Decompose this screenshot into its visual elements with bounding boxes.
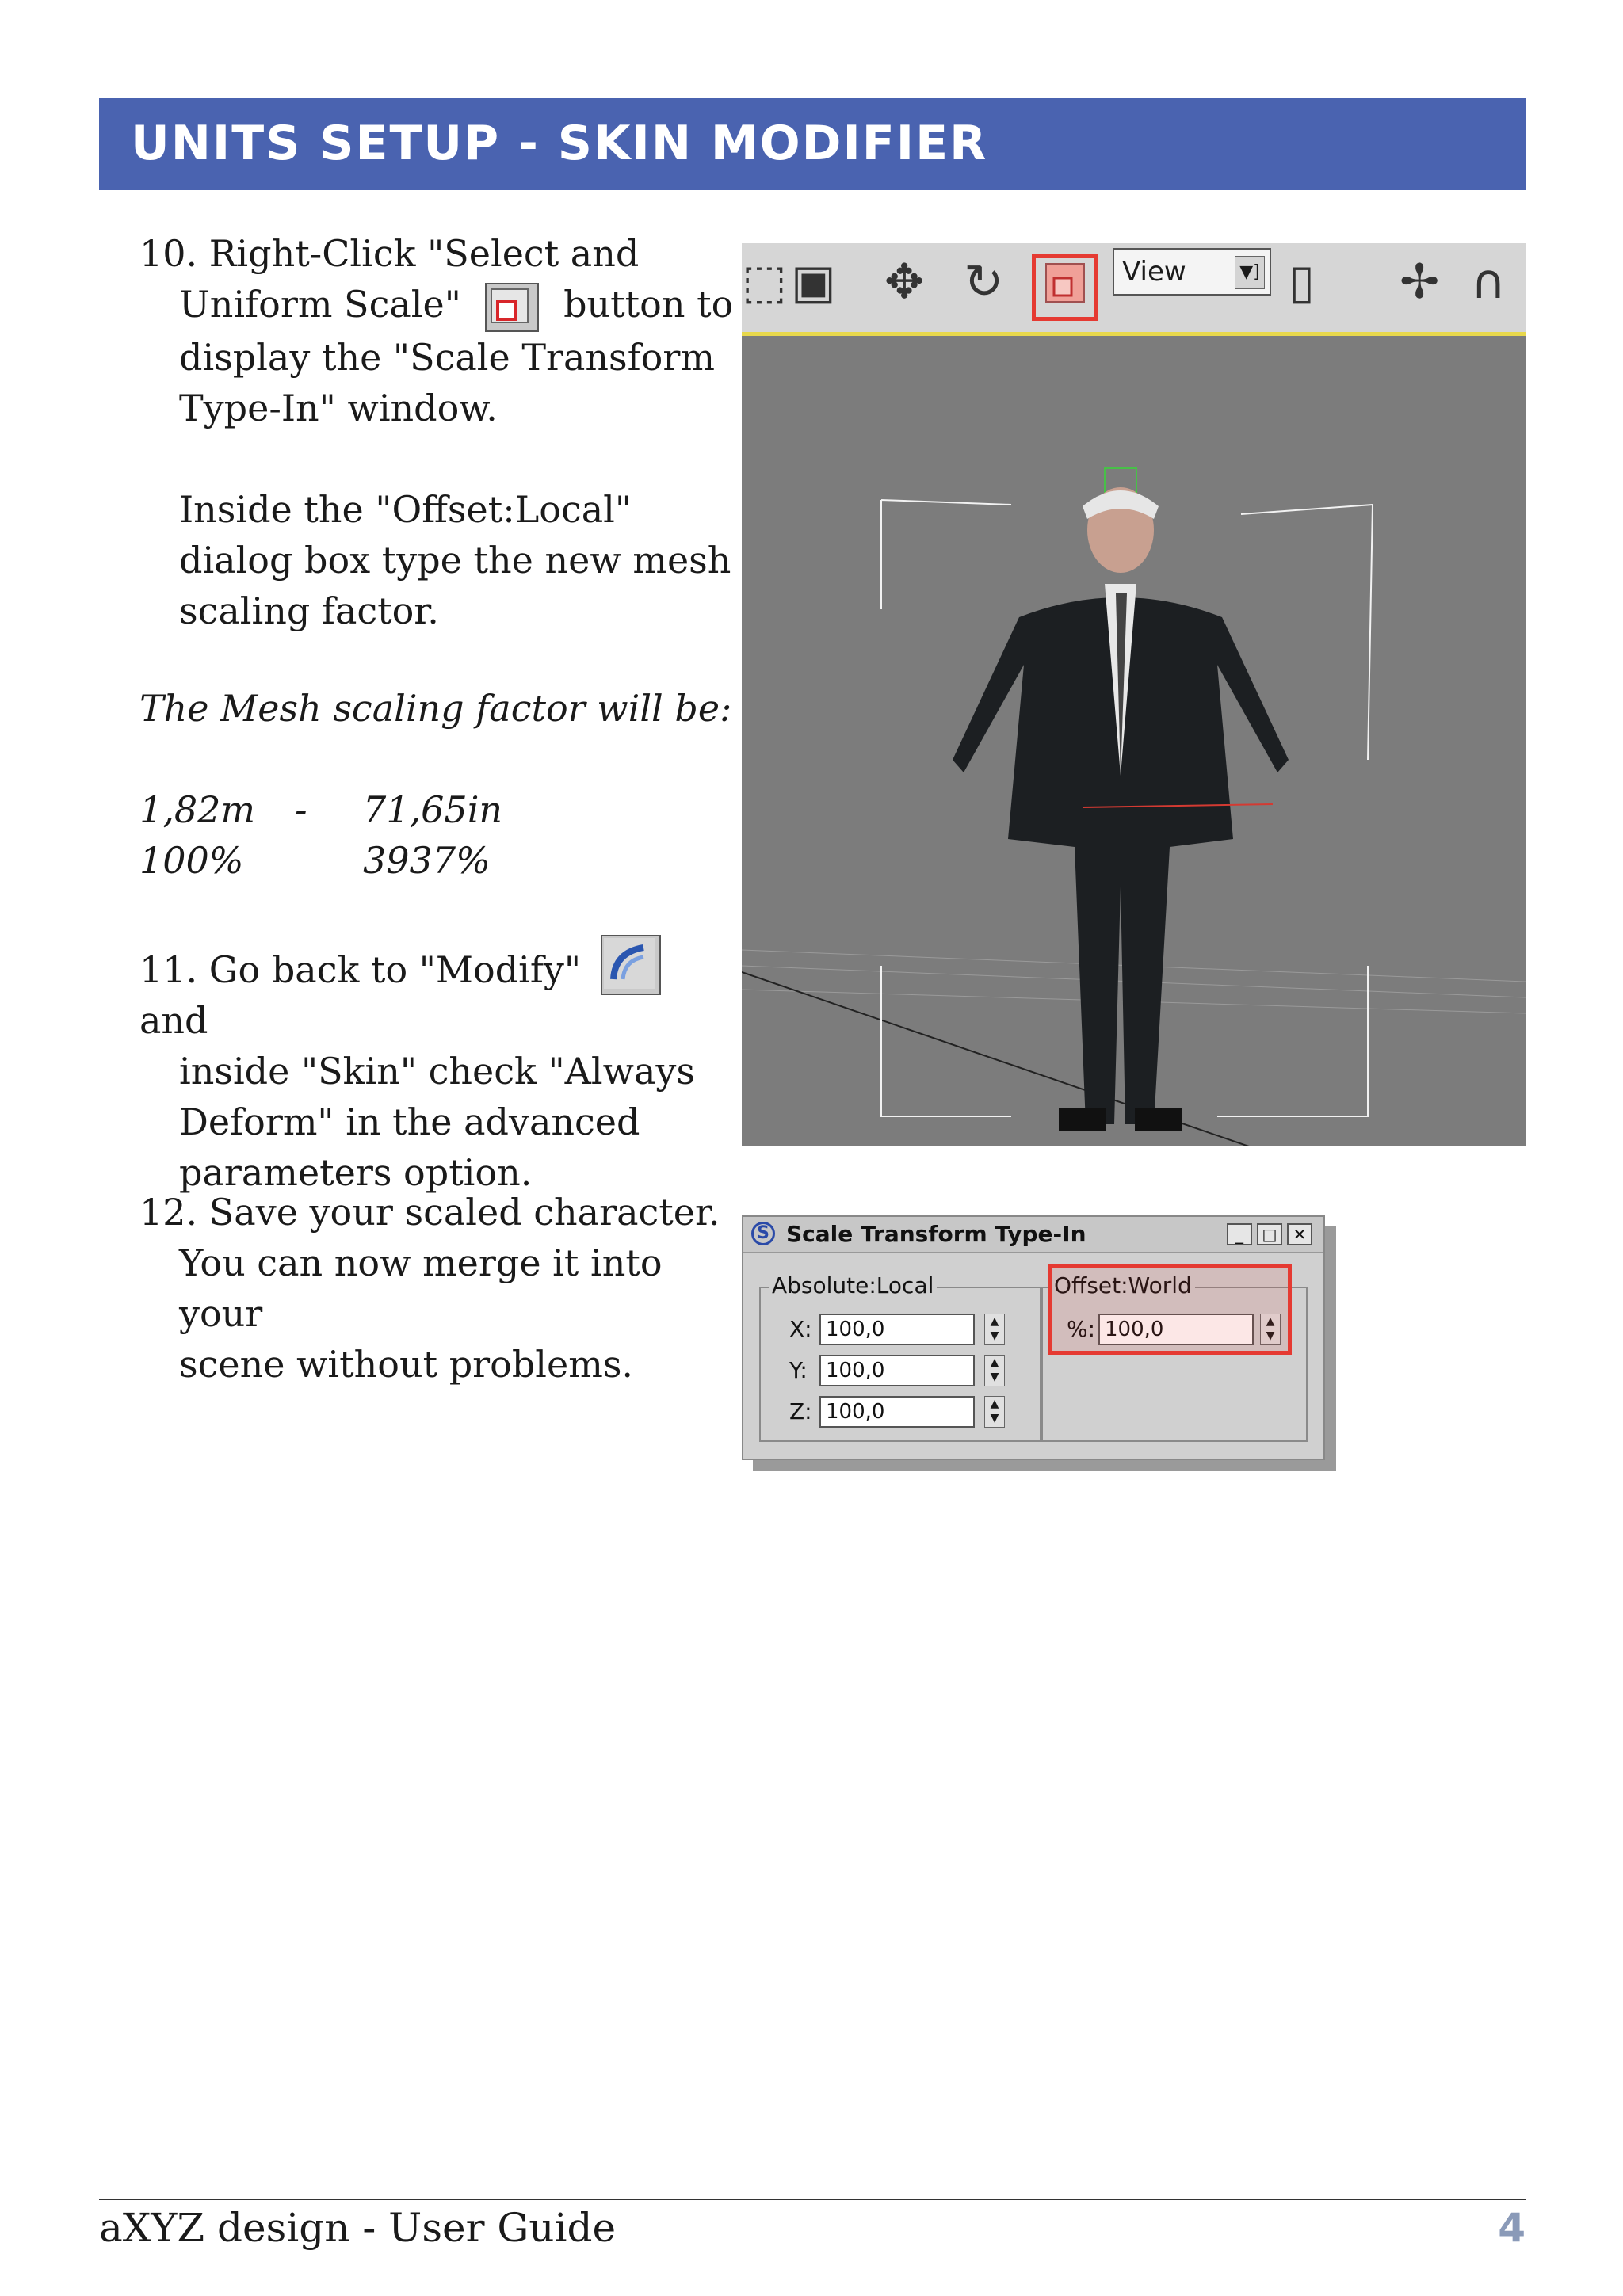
scaling-row-2 — [139, 835, 742, 886]
step-10-para2-line-3: scaling factor. — [179, 589, 439, 632]
scaling-factor-block — [139, 683, 742, 886]
dialog-titlebar[interactable] — [743, 1217, 1323, 1253]
percent-input[interactable]: 100,0 — [1098, 1314, 1254, 1345]
close-icon[interactable]: ✕ — [1287, 1223, 1312, 1245]
scaling-row-1 — [139, 784, 742, 835]
view-dropdown-label: View — [1122, 256, 1186, 288]
step-12-line-2: You can now merge it into your — [179, 1241, 663, 1335]
scaling-inches: 71,65in — [363, 788, 503, 831]
rotate-icon[interactable]: ↻ — [964, 254, 1004, 310]
modify-icon — [601, 935, 661, 995]
absolute-local-label: Absolute:Local — [769, 1272, 937, 1299]
scaling-separator: - — [295, 788, 307, 831]
dialog-title: Scale Transform Type-In — [786, 1221, 1086, 1247]
step-11-text-b: and — [139, 999, 208, 1042]
scaling-meters: 1,82m — [139, 788, 256, 831]
percent-spinner[interactable]: ▲ ▼ — [1260, 1314, 1281, 1345]
x-label: X: — [789, 1316, 812, 1342]
step-10-line-2 — [139, 279, 742, 332]
snap-magnet-icon[interactable]: ∩ — [1471, 254, 1506, 310]
absolute-local-group — [759, 1272, 1041, 1442]
viewport-scene — [742, 332, 1526, 1146]
offset-highlight — [1048, 1264, 1292, 1355]
z-input[interactable]: 100,0 — [819, 1396, 975, 1428]
scale-transform-dialog — [742, 1215, 1325, 1460]
reference-coordinate-dropdown[interactable] — [1113, 248, 1271, 296]
pivot-icon[interactable]: ▯ — [1289, 254, 1316, 310]
uniform-scale-icon — [485, 283, 539, 332]
z-label: Z: — [789, 1398, 812, 1425]
step-11-line-1 — [139, 935, 742, 1046]
y-spinner[interactable]: ▲ ▼ — [984, 1355, 1005, 1386]
chevron-down-icon[interactable]: ▼] — [1235, 256, 1265, 289]
z-spinner[interactable]: ▲ ▼ — [984, 1396, 1005, 1428]
step-11-line-3: Deform" in the advanced — [179, 1100, 640, 1143]
x-input[interactable]: 100,0 — [819, 1314, 975, 1345]
scaling-percent-target: 3937% — [363, 839, 491, 882]
app-logo-icon: S — [751, 1222, 775, 1245]
maximize-icon[interactable]: □ — [1257, 1223, 1282, 1245]
step-12 — [139, 1187, 742, 1390]
percent-label: %: — [1067, 1316, 1096, 1342]
viewport-screenshot — [742, 243, 1526, 1146]
step-10-text-b: button to — [563, 283, 734, 326]
step-11-text-a: 11. Go back to "Modify" — [139, 948, 582, 991]
step-12-line-3: scene without problems. — [179, 1343, 634, 1386]
minimize-icon[interactable]: _ — [1227, 1223, 1252, 1245]
uniform-scale-button[interactable] — [1043, 261, 1087, 305]
step-12-line-1: 12. Save your scaled character. — [139, 1191, 720, 1234]
main-toolbar — [742, 243, 1526, 336]
move-icon[interactable]: ✥ — [884, 254, 925, 310]
section-banner — [99, 98, 1526, 190]
step-10-para2-line-2: dialog box type the new mesh — [179, 539, 731, 582]
offset-world-label: Offset:World — [1051, 1272, 1195, 1299]
step-10 — [139, 228, 742, 636]
footer-guide-title: aXYZ design - User Guide — [99, 2205, 617, 2251]
footer-divider — [99, 2199, 1526, 2200]
scaling-heading: The Mesh scaling factor will be: — [139, 687, 732, 730]
step-10-line-4: Type-In" window. — [179, 387, 498, 429]
character-model — [953, 468, 1289, 1131]
scaling-percent-source: 100% — [139, 839, 244, 882]
page-number: 4 — [1498, 2205, 1526, 2251]
window-crossing-icon[interactable]: ▣ — [791, 254, 836, 310]
y-label: Y: — [789, 1357, 808, 1383]
manipulate-icon[interactable]: ✢ — [1400, 254, 1440, 310]
step-10-text-a: Uniform Scale" — [179, 283, 461, 326]
page-title: UNITS SETUP - SKIN MODIFIER — [131, 116, 988, 171]
y-input[interactable]: 100,0 — [819, 1355, 975, 1386]
x-spinner[interactable]: ▲ ▼ — [984, 1314, 1005, 1345]
step-10-para2-line-1: Inside the "Offset:Local" — [179, 488, 632, 531]
step-11 — [139, 935, 742, 1198]
select-region-icon[interactable]: ⬚ — [742, 254, 787, 310]
step-10-line-1: 10. Right-Click "Select and — [139, 232, 640, 275]
step-10-line-3: display the "Scale Transform — [179, 336, 715, 379]
step-11-line-4: parameters option. — [179, 1151, 533, 1194]
step-11-line-2: inside "Skin" check "Always — [179, 1050, 695, 1093]
